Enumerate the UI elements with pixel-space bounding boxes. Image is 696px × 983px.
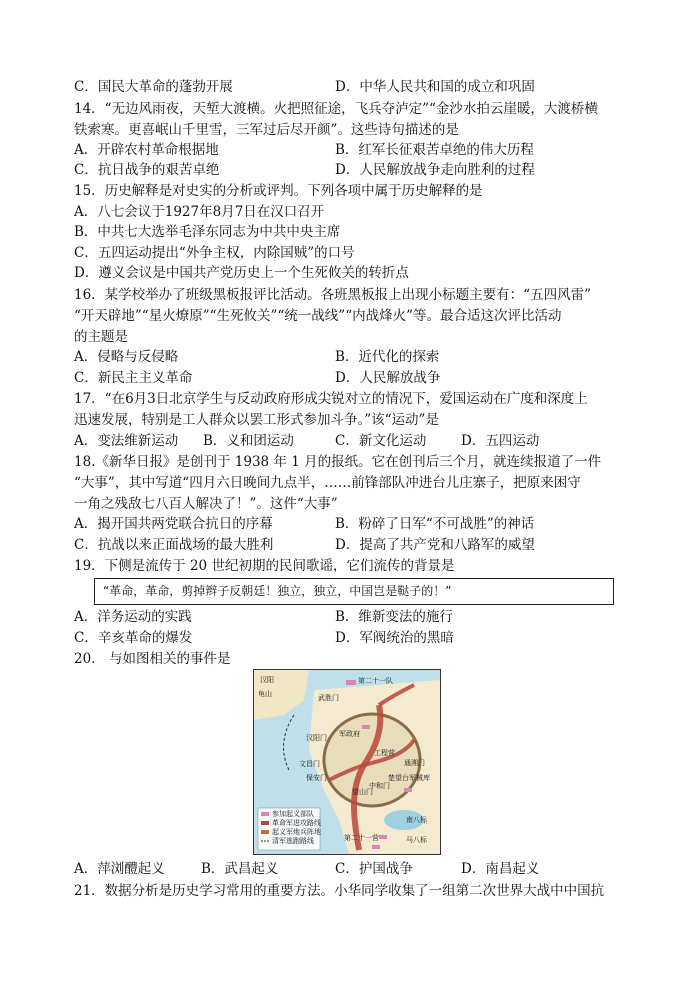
q17-stem-line1: 17．“在6月3日北京学生与反动政府形成尖锐对立的情况下，爱国运动在广度和深度上 bbox=[74, 391, 588, 407]
legend-label-troops: 参加起义部队 bbox=[272, 810, 314, 818]
q15-option-d: D．遵义会议是中国共产党历史上一个生死攸关的转折点 bbox=[74, 265, 409, 281]
q19-option-a: A．洋务运动的实践 bbox=[74, 609, 192, 625]
q15-option-b: B．中共七大选举毛泽东同志为中共中央主席 bbox=[74, 224, 341, 240]
q18-option-d: D．提高了共产党和八路军的威望 bbox=[335, 537, 535, 553]
q17-option-b: B．义和团运动 bbox=[203, 433, 294, 449]
q14-option-d: D．人民解放战争走向胜利的过程 bbox=[335, 162, 535, 178]
map-label-21st-unit: 第二十一队 bbox=[358, 677, 393, 685]
q16-option-c: C．新民主主义革命 bbox=[74, 370, 193, 386]
q18-option-a: A．揭开国共两党联合抗日的序幕 bbox=[74, 516, 273, 532]
legend-swatch-attack bbox=[261, 821, 269, 825]
legend-label-artillery: 起义军炮兵阵地 bbox=[272, 828, 321, 836]
q20-option-a: A．萍浏醴起义 bbox=[74, 861, 165, 877]
q20-option-b: B．武昌起义 bbox=[201, 861, 279, 877]
map-label-wangshanmen: 望山门 bbox=[352, 788, 373, 796]
q18-stem-line3: 一角之残敌七八百人解决了！”。这件“大事” bbox=[74, 496, 338, 512]
q18-option-c: C．抗战以来正面战场的最大胜利 bbox=[74, 537, 274, 553]
q17-option-a: A．变法维新运动 bbox=[74, 433, 179, 449]
q16-stem-line3: 的主题是 bbox=[74, 329, 128, 345]
q16-option-b: B．近代化的探索 bbox=[335, 349, 440, 365]
q20-option-c: C．护国战争 bbox=[335, 861, 413, 877]
q19-option-d: D．军阀统治的黑暗 bbox=[335, 630, 454, 646]
q19-quote-box: “革命，革命，剪掉辫子反朝廷！独立，独立，中国岂是鞑子的！” bbox=[94, 578, 614, 605]
q21-stem: 21．数据分析是历史学习常用的重要方法。小华同学收集了一组第二次世界大战中中国抗 bbox=[74, 883, 605, 899]
q16-option-d: D．人民解放战争 bbox=[335, 370, 441, 386]
q16-option-a: A．侵略与反侵略 bbox=[74, 349, 179, 365]
q13-option-d: D．中华人民共和国的成立和巩固 bbox=[335, 79, 535, 95]
map-label-wushengmen: 武胜门 bbox=[318, 694, 339, 702]
q20-option-d: D．南昌起义 bbox=[461, 861, 540, 877]
map-troop-marker bbox=[362, 725, 370, 729]
q15-option-c: C．五四运动提出“外争主权，内除国贼”的口号 bbox=[74, 245, 355, 261]
map-label-arsenal: 楚望台军械库 bbox=[388, 774, 430, 782]
map-label-nanbabiao: 南八标 bbox=[406, 816, 427, 824]
q15-stem: 15．历史解释是对史实的分析或评判。下列各项中属于历史解释的是 bbox=[74, 183, 483, 199]
q14-option-a: A．开辟农村革命根据地 bbox=[74, 142, 219, 158]
map-troop-marker bbox=[346, 680, 356, 685]
map-label-wenchangmen: 文昌门 bbox=[299, 760, 320, 768]
map-troop-marker bbox=[404, 788, 412, 792]
legend-label-escape: 清军逃跑路线 bbox=[272, 837, 314, 845]
q18-stem-line1: 18.《新华日报》是创刊于 1938 年 1 月的报纸。它在创刊后三个月，就连续报道了一件 bbox=[74, 454, 602, 470]
q18-stem-line2: “大事”，其中写道“四月六日晚间九点半，……前锋部队冲进台儿庄寨子，把原来困守 bbox=[74, 475, 581, 491]
map-label-tongxiangmen: 通湘门 bbox=[404, 759, 425, 767]
legend-swatch-troops bbox=[261, 812, 269, 816]
q17-option-c: C．新文化运动 bbox=[335, 433, 427, 449]
map-label-zhonghemen: 中和门 bbox=[369, 782, 390, 790]
q16-stem-line2: “开天辟地”“星火燎原”“生死攸关”“统一战线”“内战烽火”等。最合适这次评比活动 bbox=[74, 308, 562, 324]
map-label-hanyang: 汉阳 bbox=[260, 676, 274, 684]
q15-option-a: A．八七会议于1927年8月7日在汉口召开 bbox=[74, 204, 325, 220]
q16-stem-line1: 16．某学校举办了班级黑板报评比活动。各班黑板报上出现小标题主要有：“五四风雷” bbox=[74, 287, 591, 303]
map-label-military-government: 军政府 bbox=[339, 730, 360, 738]
q19-option-c: C．辛亥革命的爆发 bbox=[74, 630, 193, 646]
q17-stem-line2: 迅速发展，特别是工人群众以罢工形式参加斗争。”该“运动”是 bbox=[74, 412, 439, 428]
map-label-mababiao: 马八标 bbox=[406, 836, 427, 844]
q14-option-b: B．红军长征艰苦卓绝的伟大历程 bbox=[335, 142, 534, 158]
q19-option-b: B．维新变法的施行 bbox=[335, 609, 453, 625]
legend-swatch-artillery bbox=[261, 830, 269, 834]
q19-stem: 19．下侧是流传于 20 世纪初期的民间歌谣，它们流传的背景是 bbox=[74, 558, 455, 574]
map-troop-marker bbox=[379, 835, 387, 839]
legend-label-attack: 革命军进攻路线 bbox=[272, 819, 321, 827]
q20-stem: 20． 与如图相关的事件是 bbox=[74, 651, 231, 667]
map-label-engineer-camp: 工程营 bbox=[374, 749, 395, 757]
map-troop-marker bbox=[372, 845, 380, 849]
q18-option-b: B．粉碎了日军“不可战胜”的神话 bbox=[335, 516, 535, 532]
q14-stem-line2: 铁索寒。更喜岷山千里雪，三军过后尽开颜”。这些诗句描述的是 bbox=[74, 122, 459, 138]
map-label-21st-battalion: 第二十一营 bbox=[344, 834, 379, 842]
q13-option-c: C．国民大革命的蓬勃开展 bbox=[74, 79, 233, 95]
map-label-baoanmen: 保安门 bbox=[306, 774, 327, 782]
map-label-hanyangmen: 汉阳门 bbox=[306, 734, 327, 742]
map-graphic bbox=[254, 670, 440, 854]
q14-stem-line1: 14．“无边风雨夜，天堑大渡横。火把照征途，飞兵夺泸定”“金沙水拍云崖暖，大渡桥横 bbox=[74, 101, 598, 117]
q17-option-d: D．五四运动 bbox=[461, 433, 540, 449]
q14-option-c: C．抗日战争的艰苦卓绝 bbox=[74, 162, 220, 178]
map-label-guishan: 龟山 bbox=[258, 690, 272, 698]
wuchang-uprising-map bbox=[253, 669, 441, 855]
